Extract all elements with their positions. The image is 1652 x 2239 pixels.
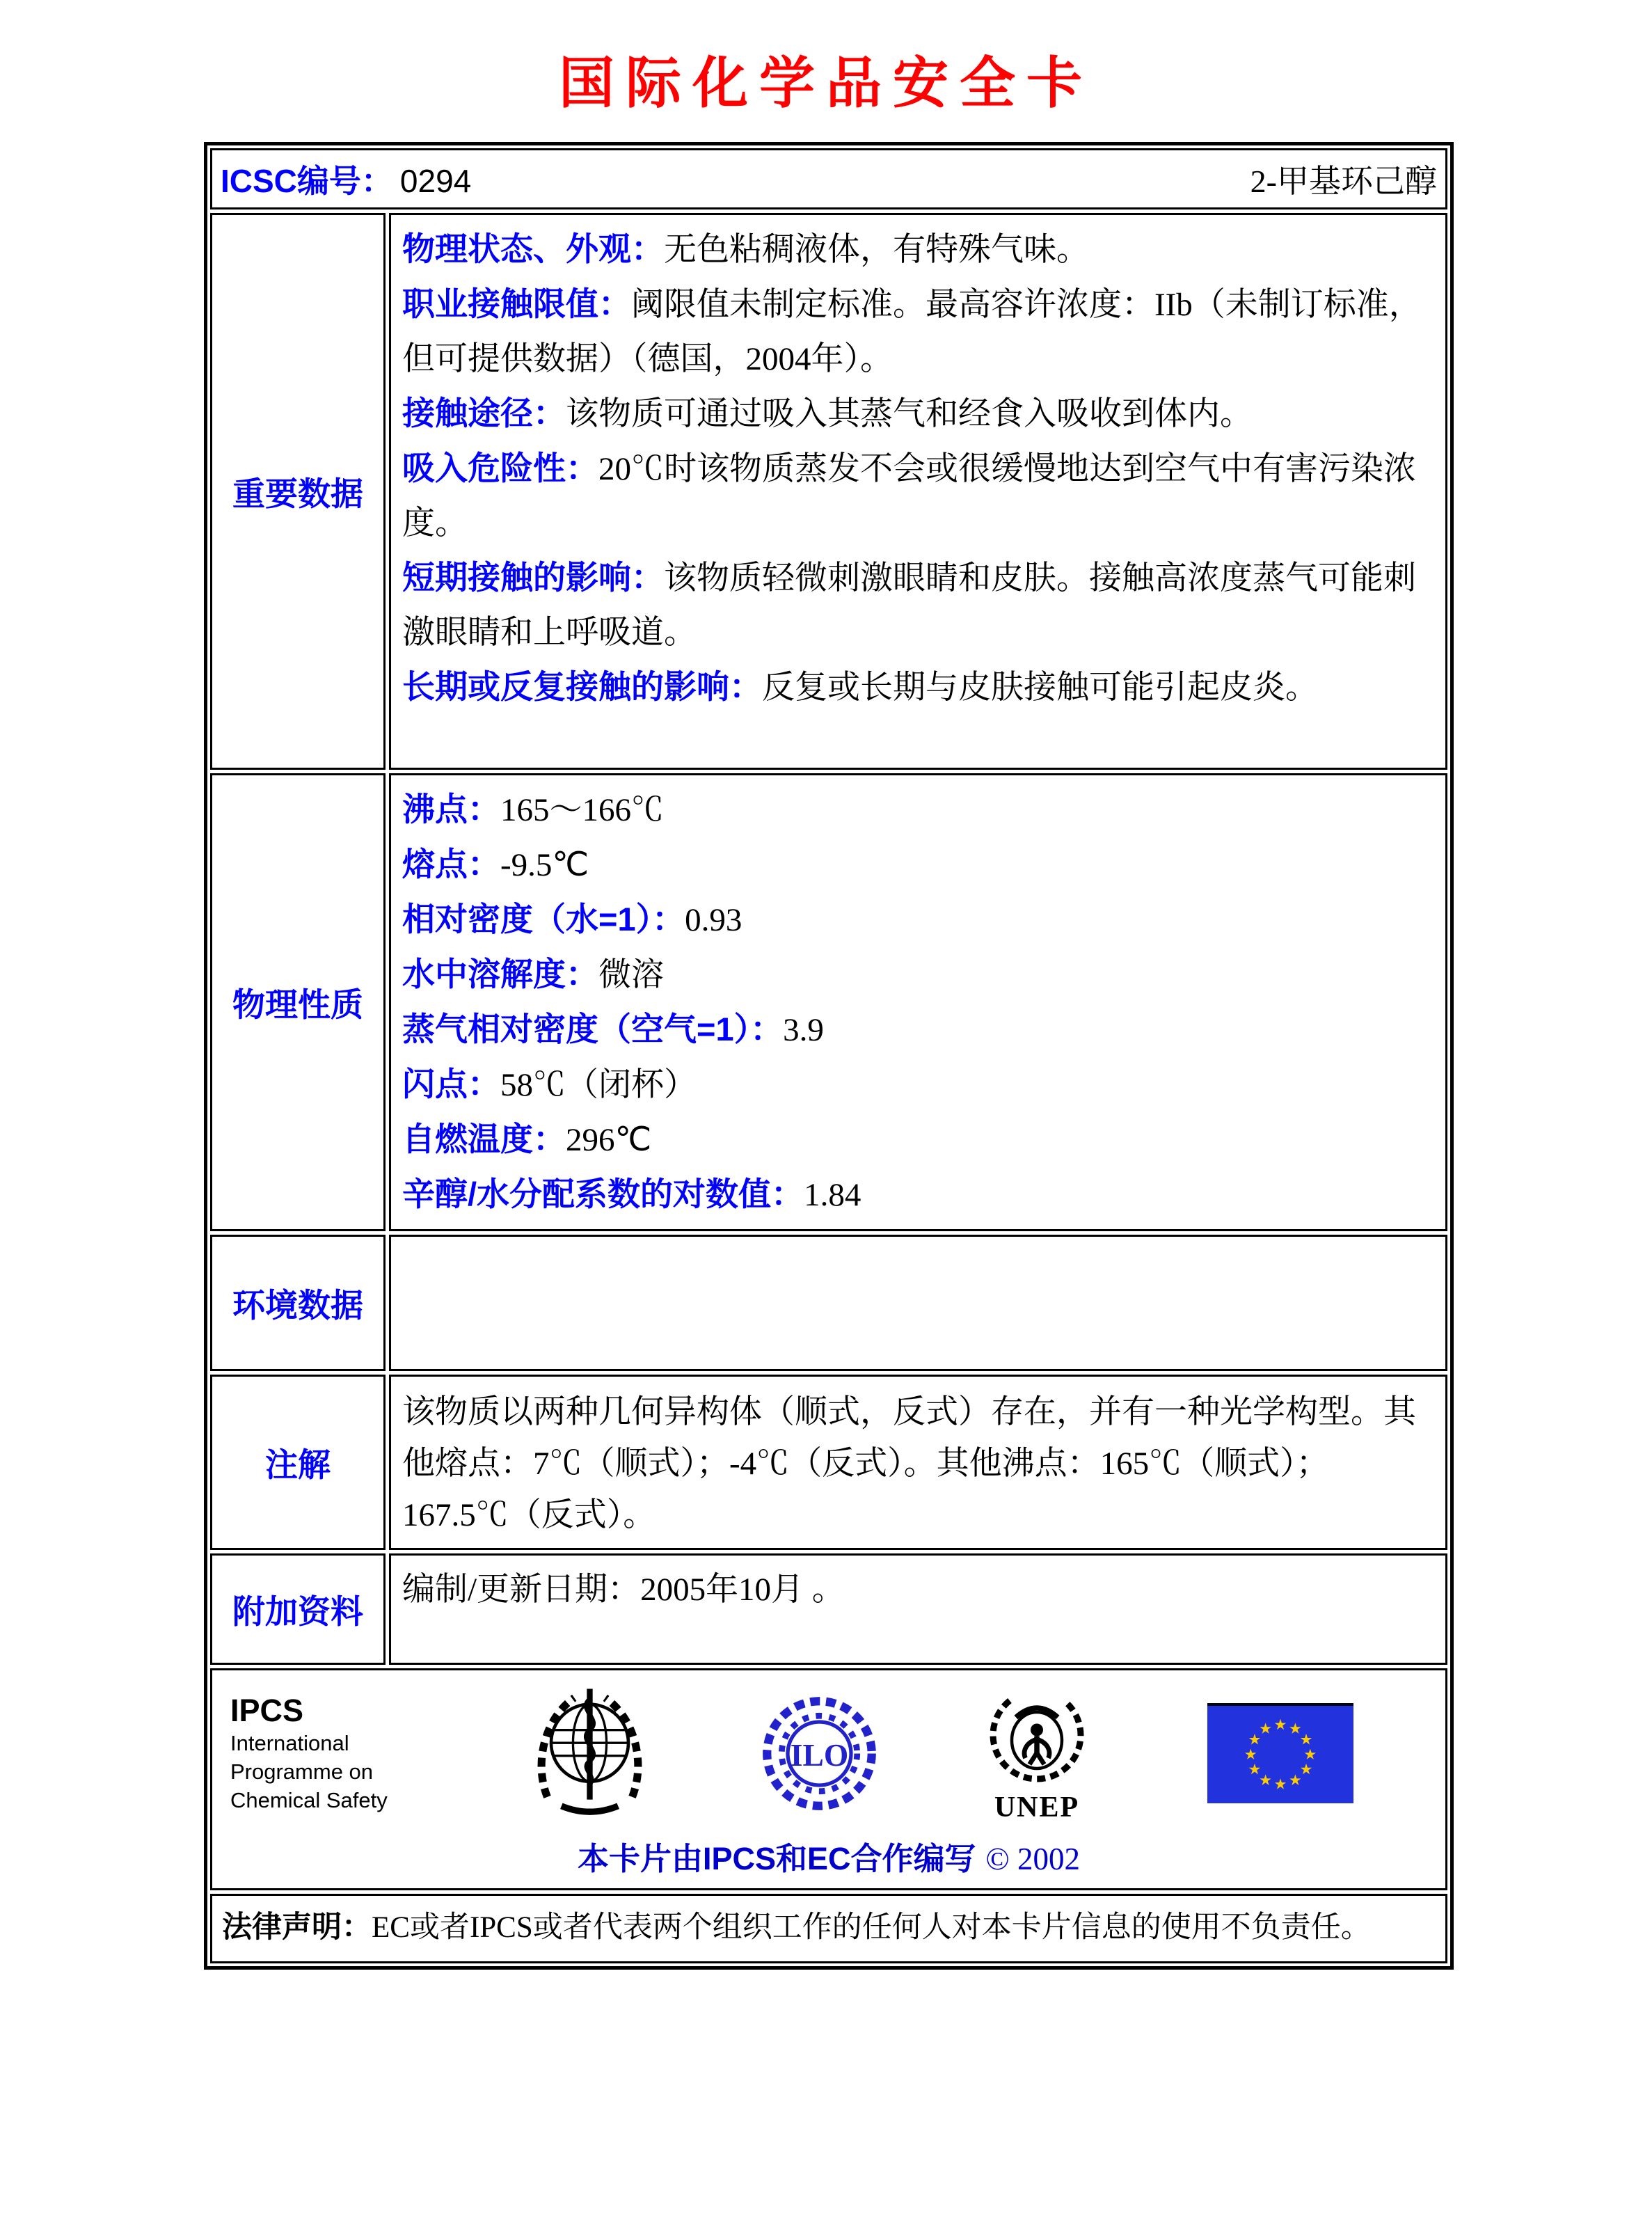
important-item: [402, 660, 1434, 715]
physical-item-value: 165～166℃: [500, 792, 664, 828]
physical-item: [402, 782, 1434, 837]
physical-item: [402, 1167, 1434, 1222]
important-item-label: 接触途径：: [402, 395, 566, 432]
additional-info-row: [210, 1553, 1447, 1665]
important-item-text: 无色粘稠液体，有特殊气味。: [664, 232, 1089, 268]
environmental-data-row: [210, 1235, 1447, 1371]
ipcs-line: Chemical Safety: [230, 1787, 388, 1812]
physical-item: [402, 947, 1434, 1002]
icsc-number-group: [221, 156, 471, 202]
physical-item: [402, 1002, 1434, 1057]
additional-item: [402, 1562, 1434, 1617]
unep-label: UNEP: [994, 1791, 1080, 1823]
physical-item: [402, 1112, 1434, 1167]
important-item-label: 短期接触的影响：: [402, 559, 664, 596]
legal-label: 法律声明：: [222, 1910, 372, 1944]
legal-text: EC或者IPCS或者代表两个组织工作的任何人对本卡片信息的使用不负责任。: [372, 1911, 1371, 1944]
physical-item: [402, 892, 1434, 947]
legal-row: [210, 1894, 1447, 1963]
ipcs-line: Programme on: [230, 1759, 374, 1784]
ilo-icon: [759, 1682, 880, 1825]
important-item-text: 该物质轻微刺激眼睛和皮肤。接触高浓度蒸气可能刺激眼睛和上呼吸道。: [402, 560, 1416, 651]
legal-cell: [210, 1894, 1447, 1963]
important-item-label: 长期或反复接触的影响：: [402, 668, 762, 705]
physical-item-label: 闪点：: [402, 1066, 500, 1102]
ipcs-acronym: IPCS: [230, 1692, 304, 1728]
ipcs-text-block: [226, 1693, 435, 1814]
notes-section-label: 注解: [210, 1375, 386, 1550]
important-item: [402, 386, 1434, 441]
important-item-label: 物理状态、外观：: [402, 230, 664, 267]
logos-row: [210, 1668, 1447, 1890]
update-date-label: 编制/更新日期：: [402, 1572, 641, 1608]
important-item-text: 反复或长期与皮肤接触可能引起皮炎。: [762, 670, 1318, 706]
physical-item-label: 辛醇/水分配系数的对数值：: [402, 1176, 804, 1212]
icsc-card-table: [204, 142, 1454, 1970]
page-title: 国际化学品安全卡: [559, 54, 1093, 115]
physical-item-label: 相对密度（水=1）：: [402, 901, 685, 937]
notes-row: [210, 1375, 1447, 1550]
physical-item-value: 3.9: [783, 1012, 824, 1048]
important-item-text: 20℃时该物质蒸发不会或很缓慢地达到空气中有害污染浓度。: [402, 451, 1416, 541]
physical-item-value: 58℃（闭杯）: [500, 1067, 697, 1103]
important-item: [402, 551, 1434, 660]
svg-text:ILO: ILO: [790, 1736, 849, 1773]
physical-item-label: 熔点：: [402, 846, 500, 883]
additional-info-section-label: 附加资料: [210, 1553, 386, 1665]
important-item-text: 阈限值未制定标准。最高容许浓度：IIb（未制订标准，但可提供数据）（德国，2004年）。: [402, 287, 1422, 377]
physical-item-value: 0.93: [685, 902, 742, 938]
physical-item-label: 蒸气相对密度（空气=1）：: [402, 1011, 784, 1047]
physical-properties-section-label: 物理性质: [210, 773, 386, 1231]
important-data-row: [210, 213, 1447, 770]
environmental-data-section-label: 环境数据: [210, 1235, 386, 1371]
physical-properties-content: [389, 773, 1447, 1231]
update-date-value: 2005年10月 。: [640, 1572, 845, 1608]
notes-text: 该物质以两种几何异构体（顺式，反式）存在，并有一种光学构型。其他熔点：7℃（顺式）；-4℃（反式）。其他沸点：165℃（顺式）；167.5℃（反式）。: [402, 1394, 1416, 1533]
important-item: [402, 277, 1434, 386]
physical-item-value: -9.5℃: [500, 847, 589, 883]
important-data-section-label: 重要数据: [210, 213, 386, 770]
physical-item: [402, 837, 1434, 892]
physical-item: [402, 1057, 1434, 1112]
important-item: [402, 222, 1434, 277]
who-icon: [525, 1680, 654, 1826]
header-row: [210, 148, 1447, 209]
important-item-label: 职业接触限值：: [402, 285, 631, 322]
credit-text: 本卡片由IPCS和EC合作编写: [578, 1841, 976, 1876]
important-item-label: 吸入危险性：: [402, 450, 598, 486]
ipcs-line: International: [230, 1730, 349, 1755]
credit-line: [226, 1833, 1431, 1878]
important-item: [402, 441, 1434, 551]
logos-cell: [210, 1668, 1447, 1890]
logos-strip: [226, 1680, 1431, 1826]
notes-content: [389, 1375, 1447, 1550]
icsc-number-label: ICSC编号：: [221, 163, 393, 199]
important-data-content: [389, 213, 1447, 770]
physical-properties-row: [210, 773, 1447, 1231]
physical-item-label: 自燃温度：: [402, 1121, 566, 1157]
icsc-number-value: 0294: [399, 163, 472, 199]
header-cell: [210, 148, 1447, 209]
physical-item-value: 1.84: [804, 1177, 861, 1213]
physical-item-value: 微溶: [598, 957, 664, 993]
chemical-name: 2-甲基环己醇: [1250, 164, 1437, 199]
unep-icon: [985, 1684, 1089, 1823]
additional-info-content: [389, 1553, 1447, 1665]
physical-item-label: 水中溶解度：: [402, 956, 598, 992]
environmental-data-content: [389, 1235, 1447, 1371]
eu-flag-icon: [1207, 1703, 1353, 1803]
copyright-text: © 2002: [985, 1842, 1080, 1876]
physical-item-label: 沸点：: [402, 791, 500, 828]
physical-item-value: 296℃: [566, 1122, 652, 1158]
important-item-text: 该物质可通过吸入其蒸气和经食入吸收到体内。: [566, 396, 1253, 432]
